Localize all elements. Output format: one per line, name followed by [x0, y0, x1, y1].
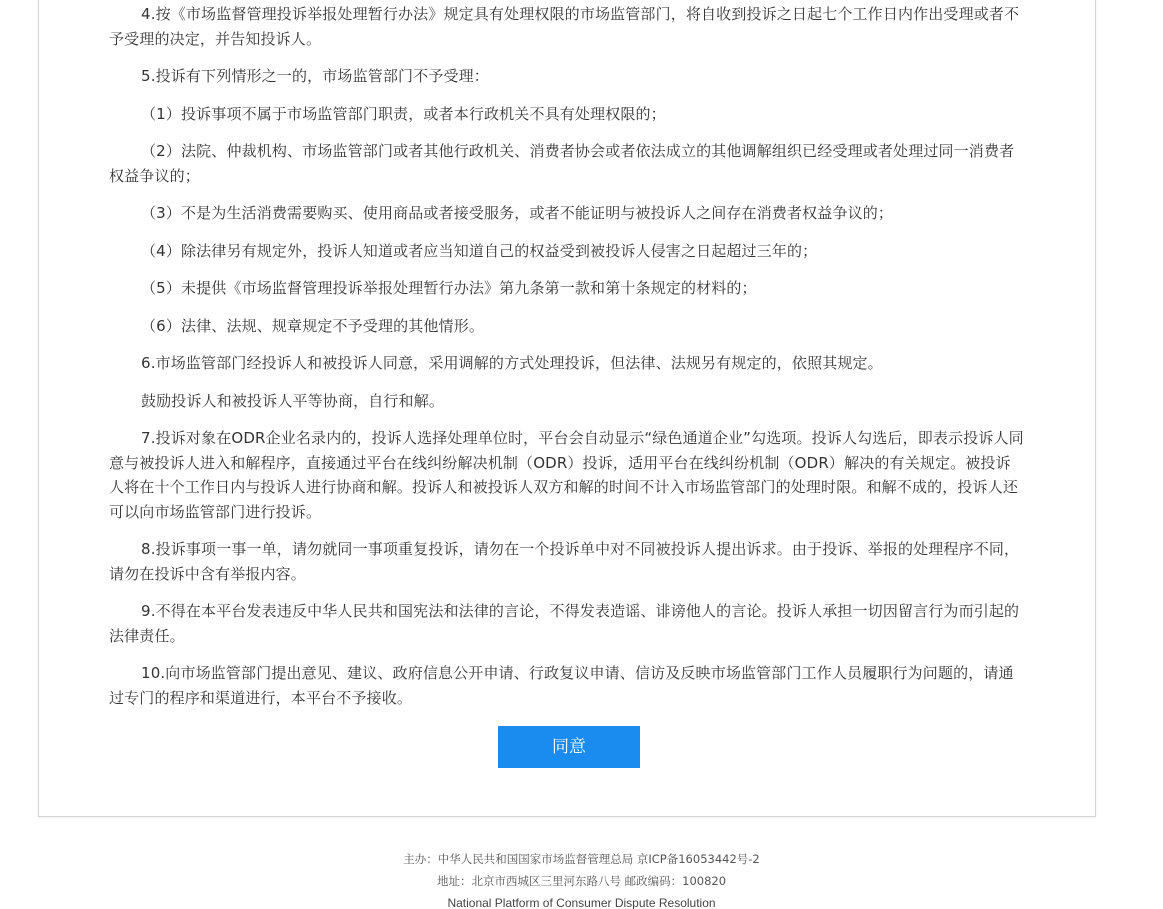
clause-4: 4.按《市场监督管理投诉举报处理暂行办法》规定具有处理权限的市场监管部门，将自收到投诉之日起七个工作日内作出受理或者不予受理的决定，并告知投诉人。: [109, 5, 1020, 48]
clause-6-note: 鼓励投诉人和被投诉人平等协商，自行和解。: [141, 391, 445, 410]
clause-8: 8.投诉事项一事一单，请勿就同一事项重复投诉，请勿在一个投诉单中对不同被投诉人提出诉求。由于投诉、举报的处理程序不同，请勿在投诉中含有举报内容。: [109, 540, 1020, 583]
footer-sponsor: 主办：中华人民共和国国家市场监督管理总局 京ICP备16053442号-2: [403, 852, 760, 866]
clause-5-item-5: （5）未提供《市场监督管理投诉举报处理暂行办法》第九条第一款和第十条规定的材料的；: [141, 279, 757, 297]
clause-5-item-2: （2）法院、仲裁机构、市场监管部门或者其他行政机关、消费者协会或者依法成立的其他调解组织已经受理或者处理过同一消费者权益争议的；: [109, 142, 1015, 185]
agreement-panel: [38, 0, 1096, 817]
agreement-content: [109, 0, 1024, 710]
clause-5-item-6: （6）法律、法规、规章规定不予受理的其他情形。: [141, 316, 484, 335]
footer-address: 地址：北京市西城区三里河东路八号 邮政编码：100820: [436, 874, 727, 888]
clause-5-item-4: （4）除法律另有规定外，投诉人知道或者应当知道自己的权益受到被投诉人侵害之日起超过三年的；: [141, 241, 818, 260]
clause-7: 7.投诉对象在ODR企业名录内的，投诉人选择处理单位时，平台会自动显示“绿色通道企业”勾选项。投诉人勾选后，即表示投诉人同意与被投诉人进入和解程序，直接通过平台在线纠纷解决机制（ODR）投诉，适用平台在线纠纷机制（ODR）解决的有关规定。被投诉人将在十个工作日内与投诉人进行协商和解。投诉人和被投诉人双方和解的时间不计入市场监管部门的处理时限。和解不成的，投诉人还可以向市场监管部门进行投诉。: [109, 429, 1024, 521]
clause-5: 5.投诉有下列情形之一的，市场监管部门不予受理：: [141, 67, 489, 85]
page-footer: [0, 848, 1163, 909]
footer-english-name: National Platform of Consumer Dispute Resolution: [447, 896, 716, 909]
clause-5-item-1: （1）投诉事项不属于市场监管部门职责，或者本行政机关不具有处理权限的；: [141, 104, 666, 123]
agree-button[interactable]: 同意: [498, 726, 640, 768]
clause-9: 9.不得在本平台发表违反中华人民共和国宪法和法律的言论，不得发表造谣、诽谤他人的言论。投诉人承担一切因留言行为而引起的法律责任。: [109, 602, 1020, 645]
clause-5-item-3: （3）不是为生活消费需要购买、使用商品或者接受服务，或者不能证明与被投诉人之间存在消费者权益争议的；: [141, 204, 894, 222]
clause-10: 10.向市场监管部门提出意见、建议、政府信息公开申请、行政复议申请、信访及反映市场监管部门工作人员履职行为问题的，请通过专门的程序和渠道进行，本平台不予接收。: [109, 664, 1014, 707]
clause-6: 6.市场监管部门经投诉人和被投诉人同意，采用调解的方式处理投诉，但法律、法规另有规定的，依照其规定。: [141, 354, 883, 372]
